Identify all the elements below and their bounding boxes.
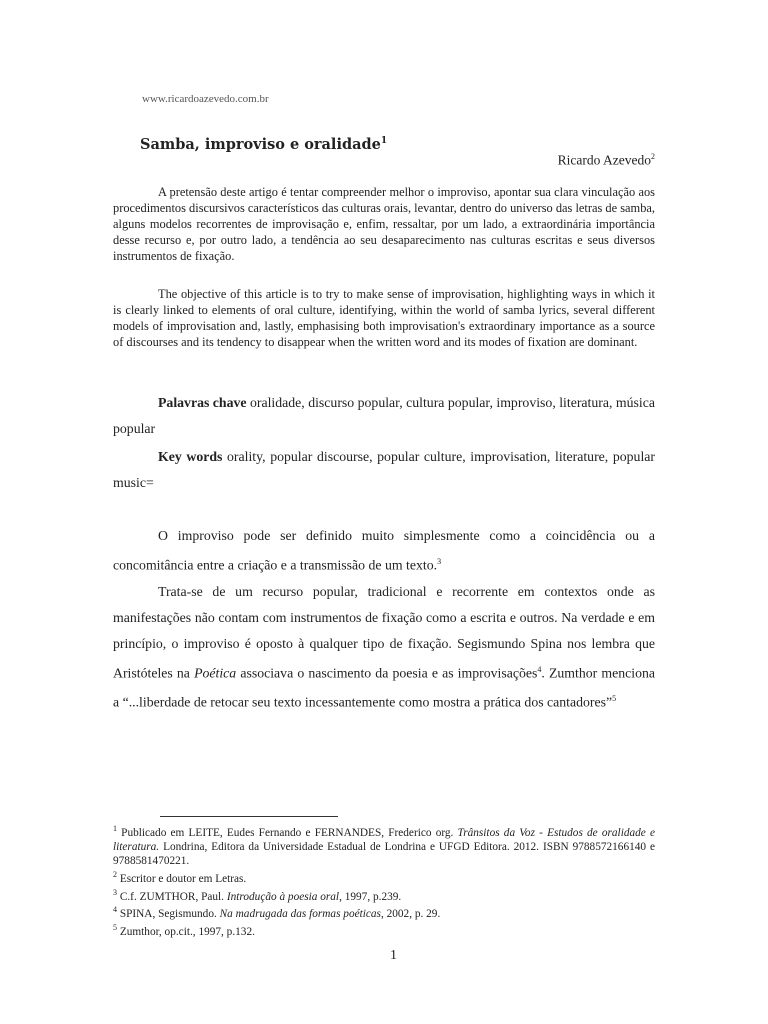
page-number: 1 [390, 948, 397, 963]
footnote-1-pre: Publicado em LEITE, Eudes Fernando e FERNANDES, Frederico org. [117, 826, 458, 839]
footnote-3-pre: C.f. ZUMTHOR, Paul. [117, 890, 227, 903]
footnote-4-post: , 2002, p. 29. [380, 908, 441, 921]
footnote-ref-3[interactable]: 3 [437, 557, 442, 566]
body-paragraph-1 [113, 523, 655, 579]
footnote-1 [113, 822, 655, 868]
footnote-3-number: 3 [113, 887, 117, 897]
body-paragraph-2-text-b: associava o nascimento da poesia e as improvisações [236, 665, 538, 681]
footnote-1-post: Londrina, Editora da Universidade Estadual de Londrina e UFGD Editora. 2012. ISBN 9788572166140 e 9788581470221. [113, 840, 655, 867]
footnotes [113, 822, 655, 939]
footnote-4 [113, 903, 655, 921]
footnote-1-number: 1 [113, 824, 117, 833]
author-name [558, 152, 655, 169]
body-paragraph-1-text: O improviso pode ser definido muito simplesmente como a coincidência ou a concomitância entre a criação e a transmissão de um texto. [113, 528, 655, 573]
abstract-english: The objective of this article is to try to make sense of improvisation, highlighting ways in which it is clearly linked to elements of oral culture, identifying, within the world of samba lyrics, several different models of improvisation and, lastly, emphasising both improvisation's extraordinary importance as a source of discourses and its tendency to disappear when the written word and its modes of fixation are dominant. [113, 287, 655, 349]
title-footnote-ref[interactable]: 1 [380, 136, 388, 147]
keywords-portuguese-text: oralidade, discurso popular, cultura popular, improviso, literatura, música popular [113, 395, 655, 436]
footnote-4-pre: SPINA, Segismundo. [117, 908, 220, 921]
body-paragraph-2-text-a: Trata-se de um recurso popular, tradicional e recorrente em contextos onde as manifestações não contam com instrumentos de fixação como a escrita e outros. Na verdade e em princípio, o improviso é oposto à qualquer tipo de fixação. Segismundo Spina nos lembra que Aristóteles na [113, 583, 655, 681]
article-title-text: Samba, improviso e oralidade [140, 136, 381, 153]
footnote-5-number: 5 [113, 923, 117, 933]
footnote-3-post: , 1997, p.239. [339, 890, 402, 903]
footnote-ref-5[interactable]: 5 [612, 694, 617, 704]
footnote-5 [113, 921, 655, 939]
footnote-5-pre: Zumthor, op.cit., 1997, p.132. [117, 925, 255, 938]
footnote-1-italic: Trânsitos da Voz - Estudos de oralidade e literatura. [113, 826, 655, 853]
article-title [140, 136, 387, 153]
footnote-3-italic: Introdução à poesia oral [226, 890, 340, 903]
footnote-3 [113, 886, 655, 904]
footnote-2-pre: Escritor e doutor em Letras. [117, 872, 247, 885]
poetica-title: Poética [194, 665, 237, 681]
keywords-portuguese [113, 390, 655, 442]
header-url[interactable]: www.ricardoazevedo.com.br [142, 93, 269, 105]
footnote-ref-4[interactable]: 4 [537, 664, 542, 674]
footnote-4-italic: Na madrugada das formas poéticas [219, 908, 381, 921]
footnote-4-number: 4 [113, 905, 117, 915]
author-name-text: Ricardo Azevedo [557, 152, 651, 168]
footnote-separator [160, 816, 338, 817]
footnote-2-number: 2 [113, 869, 117, 879]
author-footnote-ref[interactable]: 2 [651, 152, 655, 161]
body-text [113, 523, 655, 716]
keywords-english-text: orality, popular discourse, popular culture, improvisation, literature, popular music= [113, 449, 655, 490]
keywords-english [113, 444, 655, 496]
abstract-portuguese: A pretensão deste artigo é tentar compreender melhor o improviso, apontar sua clara vinculação aos procedimentos discursivos característicos das culturas orais, levantar, dentro do universo das letras de samba, alguns modelos recorrentes de improvisação e, enfim, ressaltar, por um lado, a extraordinária importância desse recurso e, por outro lado, a tendência ao seu desaparecimento nas culturas escritas e seus diversos instrumentos de fixação. [113, 185, 655, 263]
keywords-portuguese-label: Palavras chave [158, 395, 247, 410]
keywords-english-label: Key words [158, 449, 223, 464]
footnote-2 [113, 868, 655, 886]
body-paragraph-2 [113, 579, 655, 716]
body-paragraph-2-text-c: . Zumthor menciona a “...liberdade de retocar seu texto incessantemente como mostra a prática dos cantadores” [113, 665, 656, 710]
